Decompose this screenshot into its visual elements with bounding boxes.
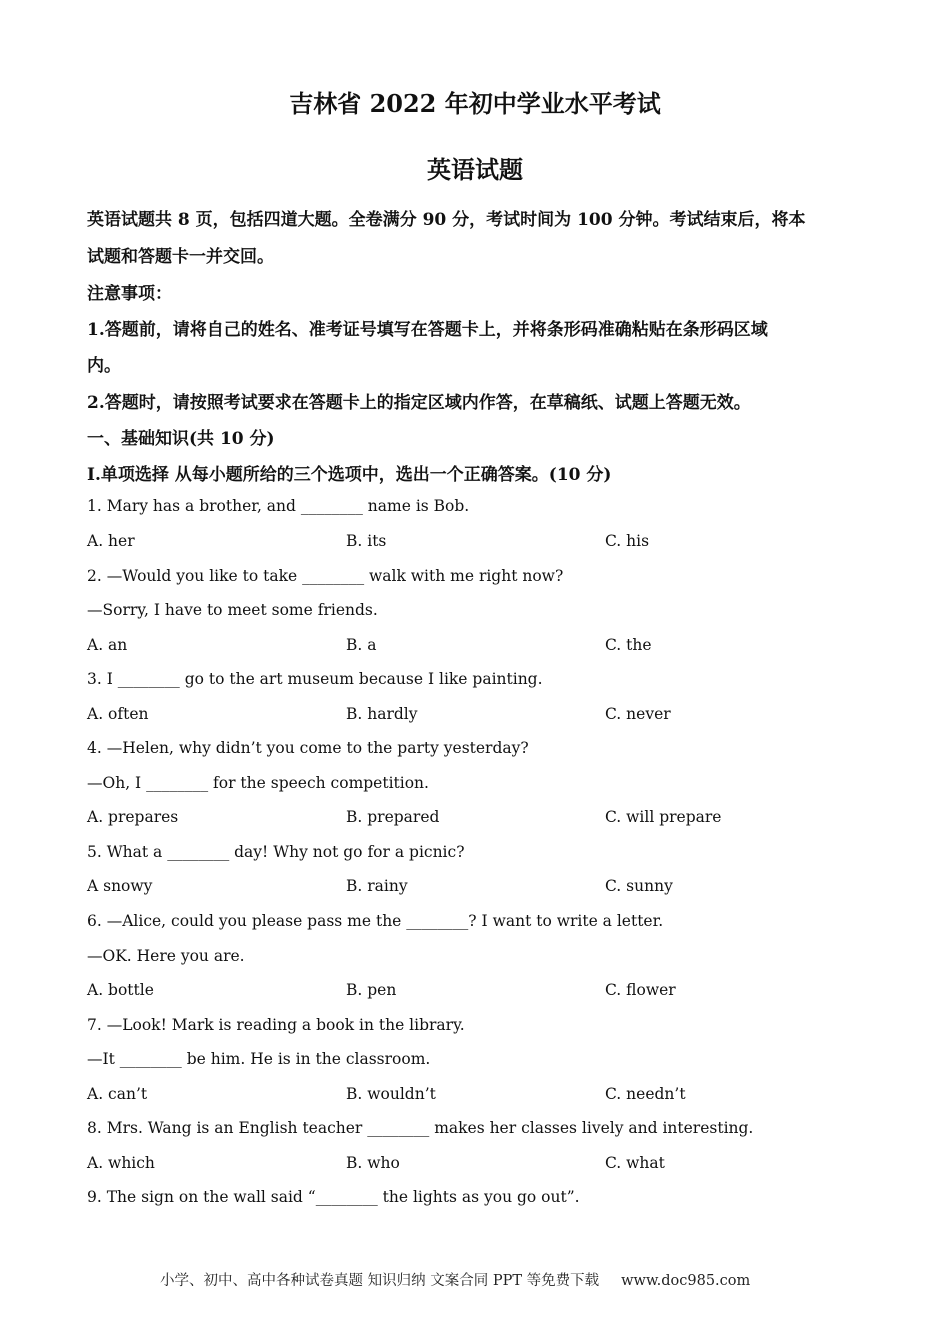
exam-subtitle: 英语试题 bbox=[427, 155, 523, 184]
notice-heading: 注意事项： bbox=[87, 284, 172, 304]
question-4-reply: —Oh, I ________ for the speech competition. bbox=[87, 774, 429, 792]
question-1-option-b: B. its bbox=[346, 532, 387, 550]
exam-title: 吉林省 2022 年初中学业水平考试 bbox=[289, 89, 661, 118]
section-heading: 一、基础知识(共 10 分) bbox=[87, 429, 275, 449]
question-1-stem: 1. Mary has a brother, and ________ name is Bob. bbox=[87, 497, 470, 515]
intro-line-2: 试题和答题卡一并交回。 bbox=[87, 247, 274, 267]
question-5-option-b: B. rainy bbox=[346, 877, 408, 895]
question-6-option-b: B. pen bbox=[346, 981, 397, 999]
question-3-stem: 3. I ________ go to the art museum because I like painting. bbox=[87, 670, 543, 688]
question-4-option-b: B. prepared bbox=[346, 808, 440, 826]
question-7-stem: 7. —Look! Mark is reading a book in the library. bbox=[87, 1016, 465, 1034]
question-7-reply: —It ________ be him. He is in the classroom. bbox=[87, 1050, 431, 1068]
question-7-option-a: A. can’t bbox=[87, 1085, 148, 1103]
question-8-option-c: C. what bbox=[605, 1154, 665, 1172]
question-3-option-c: C. never bbox=[605, 705, 671, 723]
question-7-option-b: B. wouldn’t bbox=[346, 1085, 436, 1103]
intro-line-1: 英语试题共 8 页，包括四道大题。全卷满分 90 分，考试时间为 100 分钟。考试结束后，将本 bbox=[87, 210, 806, 230]
question-8-option-b: B. who bbox=[346, 1154, 400, 1172]
question-8-stem: 8. Mrs. Wang is an English teacher ________ makes her classes lively and interesting. bbox=[87, 1119, 754, 1137]
question-4-option-c: C. will prepare bbox=[605, 808, 722, 826]
question-6-option-a: A. bottle bbox=[87, 981, 154, 999]
question-6-reply: —OK. Here you are. bbox=[87, 947, 245, 965]
question-5-option-a: A snowy bbox=[87, 877, 153, 895]
page-footer bbox=[160, 1269, 750, 1290]
part-heading: I.单项选择 从每小题所给的三个选项中，选出一个正确答案。(10 分) bbox=[87, 465, 612, 485]
note-1-line-2: 内。 bbox=[87, 356, 121, 376]
question-7-option-c: C. needn’t bbox=[605, 1085, 686, 1103]
footer-url[interactable]: www.doc985.com bbox=[621, 1273, 751, 1289]
question-1-option-a: A. her bbox=[87, 532, 135, 550]
question-6-option-c: C. flower bbox=[605, 981, 676, 999]
question-3-option-a: A. often bbox=[87, 705, 149, 723]
question-4-stem: 4. —Helen, why didn’t you come to the party yesterday? bbox=[87, 739, 529, 757]
question-2-option-c: C. the bbox=[605, 636, 652, 654]
question-5-stem: 5. What a ________ day! Why not go for a picnic? bbox=[87, 843, 465, 861]
question-8-option-a: A. which bbox=[87, 1154, 155, 1172]
question-9-stem: 9. The sign on the wall said “________ the lights as you go out”. bbox=[87, 1188, 580, 1206]
question-2-option-b: B. a bbox=[346, 636, 377, 654]
question-6-stem: 6. —Alice, could you please pass me the ________? I want to write a letter. bbox=[87, 912, 664, 930]
question-2-option-a: A. an bbox=[87, 636, 128, 654]
question-2-reply: —Sorry, I have to meet some friends. bbox=[87, 601, 378, 619]
question-5-option-c: C. sunny bbox=[605, 877, 673, 895]
question-3-option-b: B. hardly bbox=[346, 705, 418, 723]
question-1-option-c: C. his bbox=[605, 532, 650, 550]
footer-text: 小学、初中、高中各种试卷真题 知识归纳 文案合同 PPT 等免费下载 bbox=[160, 1273, 600, 1289]
question-2-stem: 2. —Would you like to take ________ walk with me right now? bbox=[87, 567, 564, 585]
note-2: 2.答题时，请按照考试要求在答题卡上的指定区域内作答，在草稿纸、试题上答题无效。 bbox=[87, 393, 751, 413]
question-4-option-a: A. prepares bbox=[87, 808, 179, 826]
note-1-line-1: 1.答题前，请将自己的姓名、准考证号填写在答题卡上，并将条形码准确粘贴在条形码区域 bbox=[87, 320, 768, 340]
